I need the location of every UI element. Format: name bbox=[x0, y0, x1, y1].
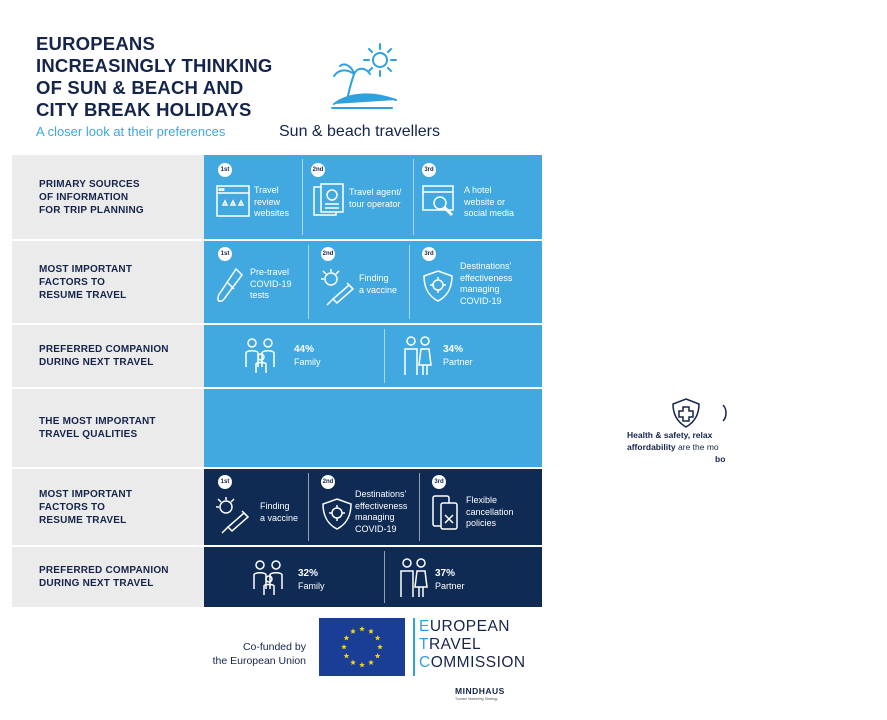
cofunded-text: Co-funded by the European Union bbox=[212, 641, 306, 667]
percent-value: 44% bbox=[294, 344, 315, 355]
row-label-companion bbox=[12, 325, 204, 389]
rank-badge: 2nd bbox=[311, 163, 325, 177]
vaccine-icon bbox=[214, 495, 250, 533]
factor-dark-item-3 bbox=[420, 469, 542, 545]
label-line: PRIMARY SOURCES bbox=[39, 178, 140, 190]
family-icon bbox=[252, 559, 286, 597]
row-qualities bbox=[204, 389, 726, 469]
rank-badge: 2nd bbox=[321, 247, 335, 261]
companion-partner bbox=[385, 325, 542, 387]
title-line: INCREASINGLY THINKING bbox=[36, 55, 273, 76]
label-line: DURING NEXT TRAVEL bbox=[39, 578, 154, 589]
label-line: THE MOST IMPORTANT bbox=[39, 416, 156, 427]
percent-value: 34% bbox=[443, 344, 464, 355]
factor-item-2 bbox=[309, 241, 409, 323]
rank-badge: 1st bbox=[218, 163, 232, 177]
etc-logo: EUROPEAN TRAVEL COMMISSION bbox=[413, 618, 533, 676]
item-text: Travel agent/ tour operator bbox=[349, 187, 402, 209]
label-line: FOR TRIP PLANNING bbox=[39, 204, 144, 216]
web-search-icon bbox=[422, 185, 458, 219]
title-line: EUROPEANS bbox=[36, 33, 155, 54]
percent-label: Family bbox=[294, 357, 321, 367]
label-line: PREFERRED COMPANION bbox=[39, 565, 169, 576]
source-item-2 bbox=[303, 155, 413, 239]
brochure-icon bbox=[313, 183, 345, 217]
rank-badge: 3rd bbox=[422, 163, 436, 177]
qualities-text: Health & safety, relax affordability are the mo bo bbox=[627, 430, 726, 464]
source-item-1 bbox=[204, 155, 302, 239]
virus-shield-icon bbox=[321, 497, 353, 531]
companion-family bbox=[204, 325, 384, 387]
source-item-3 bbox=[414, 155, 542, 239]
item-text: Flexible cancellation policies bbox=[466, 495, 514, 528]
title-line: CITY BREAK HOLIDAYS bbox=[36, 99, 252, 120]
partner-icon bbox=[399, 557, 429, 599]
test-tube-icon bbox=[216, 267, 244, 307]
row-label-sources bbox=[12, 155, 204, 241]
percent-label: Partner bbox=[443, 357, 473, 367]
cancellation-icon bbox=[432, 495, 458, 531]
factor-dark-item-1 bbox=[204, 469, 308, 545]
rank-badge: 3rd bbox=[432, 475, 446, 489]
mindhaus-logo: MINDHAUS bbox=[455, 686, 505, 696]
partial-icon bbox=[719, 403, 729, 423]
label-line: RESUME TRAVEL bbox=[39, 289, 127, 301]
section-title: Sun & beach travellers bbox=[279, 123, 440, 140]
percent-value: 32% bbox=[298, 568, 319, 579]
row-factors-dark bbox=[204, 469, 542, 547]
subtitle: A closer look at their preferences bbox=[36, 124, 226, 139]
review-website-icon bbox=[216, 185, 250, 217]
row-label-companion-dark bbox=[12, 547, 204, 609]
label-line: RESUME TRAVEL bbox=[39, 514, 127, 526]
eu-flag-logo bbox=[319, 618, 405, 676]
partner-icon bbox=[403, 335, 433, 377]
mindhaus-tagline: Tourism Marketing Strategy bbox=[455, 697, 498, 701]
row-sources bbox=[204, 155, 542, 241]
title-line: OF SUN & BEACH AND bbox=[36, 77, 244, 98]
item-text: Finding a vaccine bbox=[359, 273, 398, 295]
health-shield-icon bbox=[671, 397, 701, 429]
vaccine-icon bbox=[319, 267, 355, 305]
companion-dark-family bbox=[204, 547, 384, 607]
rank-badge: 3rd bbox=[422, 247, 436, 261]
item-text: Pre-travel COVID-19 tests bbox=[250, 267, 292, 300]
percent-label: Family bbox=[298, 581, 325, 591]
rank-badge: 1st bbox=[218, 247, 232, 261]
item-text: A hotel website or social media bbox=[464, 185, 515, 218]
rank-badge: 2nd bbox=[321, 475, 335, 489]
item-text: Destinations' effectiveness managing COVID-19 bbox=[460, 261, 513, 306]
label-line: FACTORS TO bbox=[39, 276, 106, 288]
percent-value: 37% bbox=[435, 568, 456, 579]
factor-dark-item-2 bbox=[309, 469, 419, 545]
factor-item-1 bbox=[204, 241, 308, 323]
row-companion-light bbox=[204, 325, 542, 389]
virus-shield-icon bbox=[422, 269, 454, 303]
companion-dark-partner bbox=[385, 547, 542, 607]
rank-badge: 1st bbox=[218, 475, 232, 489]
factor-item-3 bbox=[410, 241, 542, 323]
family-icon bbox=[244, 337, 278, 375]
label-line: MOST IMPORTANT bbox=[39, 263, 133, 275]
label-line: MOST IMPORTANT bbox=[39, 488, 133, 500]
label-line: DURING NEXT TRAVEL bbox=[39, 357, 154, 368]
row-companion-dark bbox=[204, 547, 542, 609]
label-line: PREFERRED COMPANION bbox=[39, 344, 169, 355]
row-label-qualities bbox=[12, 389, 204, 469]
page-title bbox=[36, 33, 296, 121]
sun-beach-icon bbox=[330, 40, 402, 112]
label-line: OF INFORMATION bbox=[39, 191, 129, 203]
item-text: Finding a vaccine bbox=[260, 501, 299, 523]
percent-label: Partner bbox=[435, 581, 465, 591]
label-line: FACTORS TO bbox=[39, 501, 106, 513]
row-label-factors bbox=[12, 241, 204, 325]
row-label-factors-dark bbox=[12, 469, 204, 547]
item-text: Travel review websites bbox=[254, 185, 290, 218]
label-line: TRAVEL QUALITIES bbox=[39, 429, 138, 440]
row-factors-light bbox=[204, 241, 542, 325]
item-text: Destinations' effectiveness managing COVID-19 bbox=[355, 489, 408, 534]
